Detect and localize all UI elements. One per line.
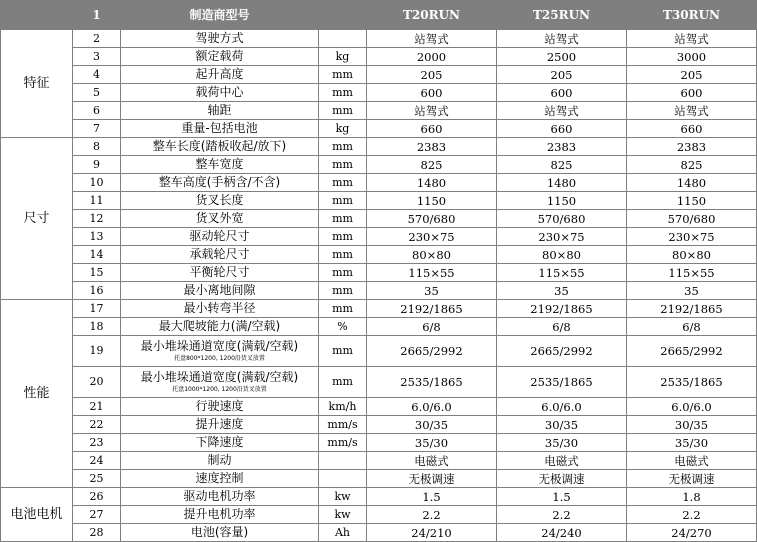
value-t30run: 205	[627, 66, 757, 84]
value-t25run: 2383	[497, 138, 627, 156]
value-t20run: 230×75	[367, 228, 497, 246]
value-t20run: 站驾式	[367, 30, 497, 48]
item-label: 电池(容量)	[190, 525, 249, 539]
item-label: 承载轮尺寸	[189, 247, 250, 261]
value-t20run: 2000	[367, 48, 497, 66]
value-t20run: 80×80	[367, 246, 497, 264]
table-row	[1, 264, 757, 282]
row-index: 18	[73, 318, 121, 336]
value-t30run: 2.2	[627, 506, 757, 524]
value-t30run: 6/8	[627, 318, 757, 336]
item-cell	[121, 318, 319, 336]
table-row	[1, 30, 757, 48]
row-index: 26	[73, 488, 121, 506]
row-index: 8	[73, 138, 121, 156]
value-t25run: 115×55	[497, 264, 627, 282]
unit-cell: mm	[319, 246, 367, 264]
row-index: 16	[73, 282, 121, 300]
row-index: 19	[73, 336, 121, 367]
row-index: 17	[73, 300, 121, 318]
value-t25run: 电磁式	[497, 452, 627, 470]
item-label: 起升高度	[195, 67, 244, 81]
value-t20run: 无极调速	[367, 470, 497, 488]
unit-cell: mm	[319, 264, 367, 282]
value-t25run: 570/680	[497, 210, 627, 228]
item-label: 最小堆垛通道宽度(满载/空载)	[140, 370, 299, 384]
unit-cell: mm	[319, 102, 367, 120]
unit-cell: kw	[319, 488, 367, 506]
value-t25run: 24/240	[497, 524, 627, 542]
value-t30run: 2535/1865	[627, 367, 757, 398]
item-label: 最小堆垛通道宽度(满载/空载)	[140, 339, 299, 353]
item-cell	[121, 264, 319, 282]
value-t30run: 30/35	[627, 416, 757, 434]
item-label: 平衡轮尺寸	[189, 265, 250, 279]
row-index: 22	[73, 416, 121, 434]
item-cell	[121, 434, 319, 452]
table-row	[1, 506, 757, 524]
value-t30run: 570/680	[627, 210, 757, 228]
row-index: 11	[73, 192, 121, 210]
value-t30run: 2665/2992	[627, 336, 757, 367]
item-label: 轴距	[207, 103, 232, 117]
value-t30run: 1480	[627, 174, 757, 192]
unit-cell: kg	[319, 48, 367, 66]
value-t20run: 35	[367, 282, 497, 300]
item-cell	[121, 416, 319, 434]
value-t25run: 1150	[497, 192, 627, 210]
row-index: 13	[73, 228, 121, 246]
unit-cell: mm	[319, 300, 367, 318]
item-label: 最小离地间隙	[183, 283, 256, 297]
item-label: 下降速度	[195, 435, 244, 449]
item-cell	[121, 452, 319, 470]
item-cell	[121, 174, 319, 192]
unit-cell: mm/s	[319, 416, 367, 434]
value-t30run: 2383	[627, 138, 757, 156]
table-row	[1, 102, 757, 120]
unit-cell: %	[319, 318, 367, 336]
table-row	[1, 174, 757, 192]
unit-cell: mm	[319, 156, 367, 174]
category-cell: 特征	[1, 30, 73, 138]
table-row	[1, 318, 757, 336]
table-row	[1, 416, 757, 434]
row-index: 10	[73, 174, 121, 192]
value-t25run: 2500	[497, 48, 627, 66]
unit-cell: mm	[319, 228, 367, 246]
value-t25run: 站驾式	[497, 30, 627, 48]
item-cell	[121, 192, 319, 210]
table-row	[1, 398, 757, 416]
item-label: 整车长度(踏板收起/放下)	[152, 139, 287, 153]
item-label: 制动	[207, 453, 232, 467]
row-index: 25	[73, 470, 121, 488]
row-index: 3	[73, 48, 121, 66]
unit-cell: mm	[319, 66, 367, 84]
value-t30run: 无极调速	[627, 470, 757, 488]
row-index: 15	[73, 264, 121, 282]
value-t30run: 3000	[627, 48, 757, 66]
item-cell	[121, 156, 319, 174]
row-index: 23	[73, 434, 121, 452]
table-row	[1, 120, 757, 138]
value-t25run: 30/35	[497, 416, 627, 434]
item-cell	[121, 138, 319, 156]
unit-cell: mm	[319, 210, 367, 228]
value-t25run: 2535/1865	[497, 367, 627, 398]
item-cell	[121, 120, 319, 138]
header-model-t25run: T25RUN	[497, 1, 627, 30]
row-index: 7	[73, 120, 121, 138]
value-t20run: 站驾式	[367, 102, 497, 120]
row-index: 2	[73, 30, 121, 48]
value-t20run: 2383	[367, 138, 497, 156]
table-row	[1, 336, 757, 367]
unit-cell	[319, 470, 367, 488]
table-row	[1, 156, 757, 174]
value-t30run: 1150	[627, 192, 757, 210]
value-t20run: 电磁式	[367, 452, 497, 470]
value-t25run: 无极调速	[497, 470, 627, 488]
value-t25run: 205	[497, 66, 627, 84]
value-t20run: 2192/1865	[367, 300, 497, 318]
value-t20run: 660	[367, 120, 497, 138]
value-t25run: 2665/2992	[497, 336, 627, 367]
row-index: 9	[73, 156, 121, 174]
value-t25run: 1.5	[497, 488, 627, 506]
row-index: 12	[73, 210, 121, 228]
unit-cell	[319, 30, 367, 48]
table-row	[1, 228, 757, 246]
value-t25run: 35/30	[497, 434, 627, 452]
item-label: 整车高度(手柄含/不含)	[158, 175, 281, 189]
category-cell: 尺寸	[1, 138, 73, 300]
row-index: 24	[73, 452, 121, 470]
row-index: 5	[73, 84, 121, 102]
value-t20run: 115×55	[367, 264, 497, 282]
value-t20run: 6.0/6.0	[367, 398, 497, 416]
row-index: 14	[73, 246, 121, 264]
item-label: 重量-包括电池	[181, 121, 258, 135]
unit-cell: mm	[319, 138, 367, 156]
item-cell	[121, 398, 319, 416]
item-label: 最大爬坡能力(满/空载)	[158, 319, 281, 333]
table-row	[1, 246, 757, 264]
table-row	[1, 434, 757, 452]
table-row	[1, 470, 757, 488]
table-row	[1, 84, 757, 102]
value-t20run: 35/30	[367, 434, 497, 452]
value-t20run: 600	[367, 84, 497, 102]
header-item: 制造商型号	[121, 1, 319, 30]
value-t20run: 2665/2992	[367, 336, 497, 367]
header-row	[1, 1, 757, 30]
value-t20run: 2535/1865	[367, 367, 497, 398]
value-t20run: 1150	[367, 192, 497, 210]
item-note: 托盘800*1200, 1200沿货叉放置	[174, 355, 265, 362]
item-note: 托盘1000*1200, 1200沿货叉放置	[172, 386, 267, 393]
row-index: 27	[73, 506, 121, 524]
value-t25run: 1480	[497, 174, 627, 192]
item-cell	[121, 30, 319, 48]
table-row	[1, 66, 757, 84]
value-t25run: 2192/1865	[497, 300, 627, 318]
unit-cell: mm	[319, 282, 367, 300]
unit-cell: km/h	[319, 398, 367, 416]
header-model-t30run: T30RUN	[627, 1, 757, 30]
item-label: 驱动轮尺寸	[189, 229, 250, 243]
value-t20run: 205	[367, 66, 497, 84]
item-cell	[121, 336, 319, 367]
unit-cell: mm	[319, 367, 367, 398]
category-cell: 电池电机	[1, 488, 73, 542]
value-t30run: 600	[627, 84, 757, 102]
item-label: 速度控制	[195, 471, 244, 485]
value-t20run: 2.2	[367, 506, 497, 524]
value-t25run: 825	[497, 156, 627, 174]
category-cell: 性能	[1, 300, 73, 488]
value-t30run: 站驾式	[627, 30, 757, 48]
value-t30run: 站驾式	[627, 102, 757, 120]
unit-cell: Ah	[319, 524, 367, 542]
table-row	[1, 367, 757, 398]
item-cell	[121, 66, 319, 84]
value-t30run: 1.8	[627, 488, 757, 506]
item-cell	[121, 488, 319, 506]
item-label: 额定载荷	[195, 49, 244, 63]
item-label: 驱动电机功率	[183, 489, 256, 503]
value-t30run: 35/30	[627, 434, 757, 452]
item-label: 提升电机功率	[183, 507, 256, 521]
value-t30run: 825	[627, 156, 757, 174]
unit-cell: kg	[319, 120, 367, 138]
item-label: 行驶速度	[195, 399, 244, 413]
value-t20run: 825	[367, 156, 497, 174]
item-label: 载荷中心	[195, 85, 244, 99]
value-t25run: 660	[497, 120, 627, 138]
value-t25run: 站驾式	[497, 102, 627, 120]
unit-cell	[319, 452, 367, 470]
unit-cell: mm/s	[319, 434, 367, 452]
value-t30run: 6.0/6.0	[627, 398, 757, 416]
table-row	[1, 488, 757, 506]
item-label: 整车宽度	[195, 157, 244, 171]
row-index: 20	[73, 367, 121, 398]
unit-cell: mm	[319, 336, 367, 367]
table-row	[1, 138, 757, 156]
value-t20run: 6/8	[367, 318, 497, 336]
value-t30run: 电磁式	[627, 452, 757, 470]
row-index: 4	[73, 66, 121, 84]
item-cell	[121, 506, 319, 524]
value-t25run: 80×80	[497, 246, 627, 264]
header-category-cell	[1, 1, 73, 30]
value-t25run: 600	[497, 84, 627, 102]
item-cell	[121, 84, 319, 102]
value-t25run: 230×75	[497, 228, 627, 246]
value-t30run: 80×80	[627, 246, 757, 264]
value-t30run: 230×75	[627, 228, 757, 246]
item-cell	[121, 470, 319, 488]
item-cell	[121, 102, 319, 120]
item-cell	[121, 300, 319, 318]
value-t30run: 660	[627, 120, 757, 138]
item-cell	[121, 246, 319, 264]
value-t20run: 570/680	[367, 210, 497, 228]
table-row	[1, 210, 757, 228]
value-t25run: 35	[497, 282, 627, 300]
value-t20run: 30/35	[367, 416, 497, 434]
value-t25run: 6.0/6.0	[497, 398, 627, 416]
value-t25run: 6/8	[497, 318, 627, 336]
unit-cell: kw	[319, 506, 367, 524]
value-t20run: 1480	[367, 174, 497, 192]
item-cell	[121, 367, 319, 398]
table-row	[1, 282, 757, 300]
item-label: 提升速度	[195, 417, 244, 431]
value-t30run: 2192/1865	[627, 300, 757, 318]
header-index: 1	[73, 1, 121, 30]
table-row	[1, 300, 757, 318]
item-label: 货叉外宽	[195, 211, 244, 225]
value-t20run: 1.5	[367, 488, 497, 506]
item-cell	[121, 282, 319, 300]
table-row	[1, 452, 757, 470]
item-label: 货叉长度	[195, 193, 244, 207]
table-row	[1, 48, 757, 66]
item-cell	[121, 210, 319, 228]
row-index: 21	[73, 398, 121, 416]
item-label: 最小转弯半径	[183, 301, 256, 315]
item-cell	[121, 48, 319, 66]
value-t30run: 24/270	[627, 524, 757, 542]
row-index: 6	[73, 102, 121, 120]
value-t25run: 2.2	[497, 506, 627, 524]
item-cell	[121, 228, 319, 246]
item-label: 驾驶方式	[195, 31, 244, 45]
row-index: 28	[73, 524, 121, 542]
value-t20run: 24/210	[367, 524, 497, 542]
unit-cell: mm	[319, 174, 367, 192]
unit-cell: mm	[319, 192, 367, 210]
table-row	[1, 192, 757, 210]
header-model-t20run: T20RUN	[367, 1, 497, 30]
unit-cell: mm	[319, 84, 367, 102]
header-unit	[319, 1, 367, 30]
value-t30run: 35	[627, 282, 757, 300]
value-t30run: 115×55	[627, 264, 757, 282]
